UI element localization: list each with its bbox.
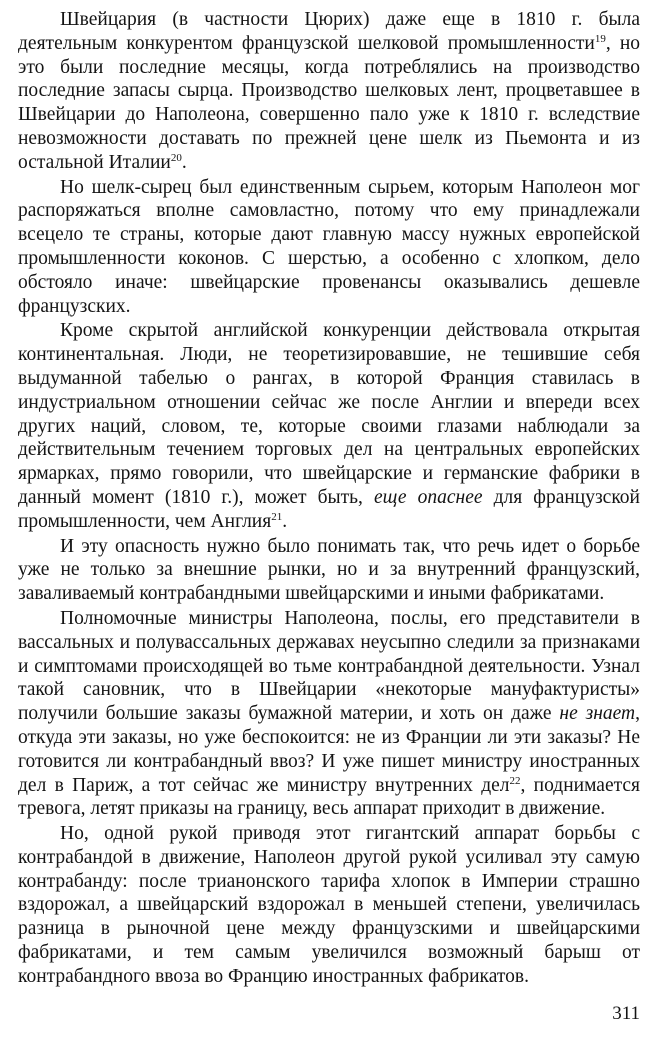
page-body — [18, 8, 640, 989]
paragraph-2 — [18, 176, 640, 319]
footnote-ref-19: 19 — [594, 32, 606, 45]
text-segment: И эту опасность нужно было понимать так, что речь идет о борьбе уже не только за внешние рынки, но и за внутренний французский, заваливаемый контрабандными швейцарскими и иными фабрикатами. — [18, 535, 640, 605]
text-segment: , откуда эти заказы, но уже беспокоится: не из Франции ли эти заказы? Не готовится ли контрабандный ввоз? И уже пишет министру иностранных дел в Париж, а тот сейчас же министру внутренних дел — [18, 703, 640, 796]
footnote-ref-21: 21 — [271, 510, 283, 523]
paragraph-6 — [18, 822, 640, 989]
footnote-ref-20: 20 — [170, 151, 182, 164]
emphasis-text: еще опаснее — [374, 486, 483, 508]
paragraph-4 — [18, 535, 640, 606]
paragraph-1 — [18, 8, 640, 175]
text-segment: Швейцария (в частности Цюрих) даже еще в 1810 г. была деятельным конкурентом французской шелковой промышленности — [18, 9, 640, 54]
text-segment: . — [282, 510, 288, 532]
page-number: 311 — [612, 1003, 640, 1024]
text-segment: Но шелк-сырец был единственным сырьем, которым Наполеон мог распоряжаться вполне самовластно, потому что ему принадлежали всецело те страны, которые дают главную массу нужных европейской промышленности коконов. С шерстью, а особенно с хлопком, дело обстояло иначе: швейцарские провенансы оказывались дешевле французских. — [18, 176, 640, 317]
footnote-ref-22: 22 — [509, 774, 521, 787]
paragraph-3 — [18, 319, 640, 533]
emphasis-text: не знает — [559, 703, 636, 725]
text-segment: , поднимается тревога, летят приказы на границу, весь аппарат приходит в движение. — [18, 774, 640, 820]
text-segment: для французской промышленности, чем Англия — [18, 486, 640, 532]
text-segment: Но, одной рукой приводя этот гигантский аппарат борьбы с контрабандой в движение, Наполеон другой рукой усиливал эту самую контрабанду: после трианонского тарифа хлопок в Империи страшно вздорожал, а швейцарский вздорожал в меньшей степени, увеличилась разница в рыночной цене между французскими и швейцарскими фабрикатами, и тем самым увеличился возможный барыш от контрабандного ввоза во Францию иностранных фабрикатов. — [18, 823, 640, 987]
paragraph-5 — [18, 607, 640, 821]
text-segment: , но это были последние месяцы, когда потреблялись на производство последние запасы сырца. Производство шелковых лент, процветавшее в Швейцарии до Наполеона, совершенно пало уже к 1810 г. вследствие невозможности доставать по прежней цене шелк из Пьемонта и из остальной Италии — [18, 32, 641, 173]
text-segment: Полномочные министры Наполеона, послы, его представители в вассальных и полувассальных державах неусыпно следили за признаками и симптомами происходящей во тьме контрабандной деятельности. Узнал такой сановник, что в Швейцарии «некоторые мануфактуристы» получили большие заказы бумажной материи, и хоть он даже — [18, 607, 640, 725]
text-segment: Кроме скрытой английской конкуренции действовала открытая континентальная. Люди, не теоретизировавшие, не тешившие себя выдуманной табелью о рангах, в которой Франция ставилась в индустриальном отношении сейчас же после Англии и впереди всех других наций, словом, те, которые своими глазами наблюдали за действительным течением торговых дел на центральных европейских ярмарках, прямо говорили, что швейцарские и германские фабрики в данный момент (1810 г.), может быть, — [18, 320, 640, 508]
text-segment: . — [181, 151, 187, 173]
